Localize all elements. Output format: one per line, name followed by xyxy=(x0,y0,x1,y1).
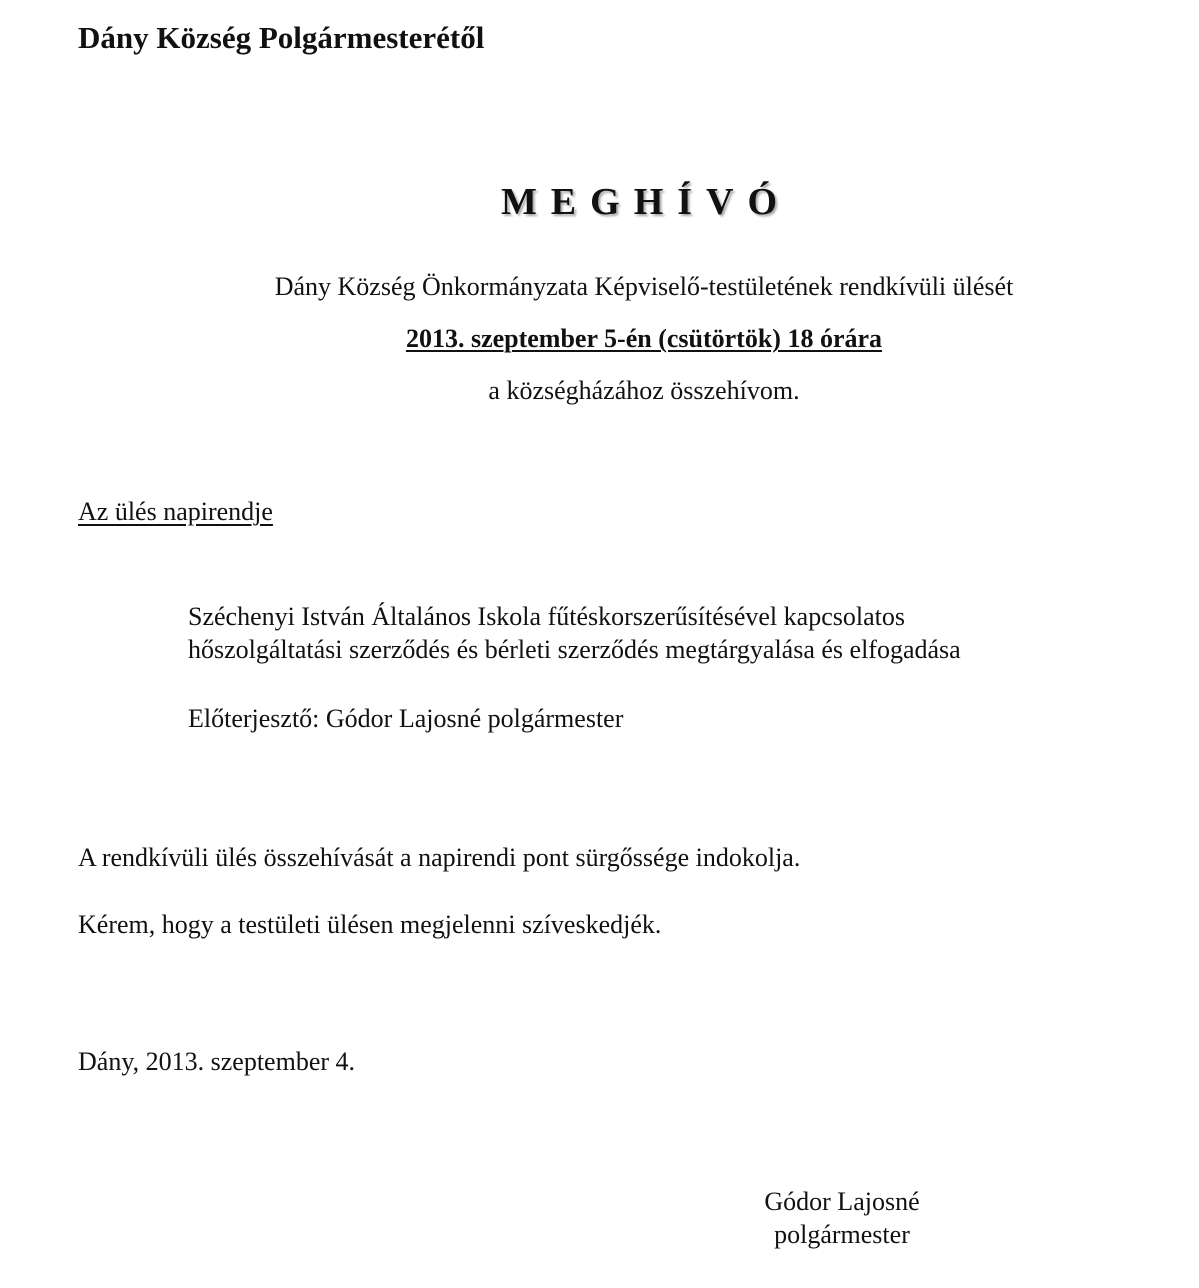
urgency-reason: A rendkívüli ülés összehívását a napirendi pont sürgőssége indokolja. xyxy=(78,843,801,872)
agenda-heading: Az ülés napirendje xyxy=(78,497,273,526)
issuer-heading: Dány Község Polgármesterétől xyxy=(78,20,485,55)
meeting-datetime xyxy=(0,324,1199,354)
meeting-datetime-text: 2013. szeptember 5-én (csütörtök) 18 órára xyxy=(405,324,883,353)
agenda-item-line-2: hőszolgáltatási szerződés és bérleti szerződés megtárgyalása és elfogadása xyxy=(188,635,961,664)
document-title: MEGHÍVÓ xyxy=(500,181,792,223)
place-and-date: Dány, 2013. szeptember 4. xyxy=(78,1047,356,1076)
signatory-name: Gódor Lajosné xyxy=(764,1187,920,1216)
attendance-request: Kérem, hogy a testületi ülésen megjelenni szíveskedjék. xyxy=(78,910,662,939)
agenda-presenter: Előterjesztő: Gódor Lajosné polgármester xyxy=(188,704,624,733)
signature-block xyxy=(752,1185,932,1251)
invitation-intro: Dány Község Önkormányzata Képviselő-testületének rendkívüli ülését xyxy=(274,272,1014,301)
meeting-location: a községházához összehívom. xyxy=(488,376,800,405)
agenda-item-line-1: Széchenyi István Általános Iskola fűtéskorszerűsítésével kapcsolatos xyxy=(188,602,905,631)
agenda-item xyxy=(188,600,961,666)
signatory-role: polgármester xyxy=(774,1220,910,1249)
